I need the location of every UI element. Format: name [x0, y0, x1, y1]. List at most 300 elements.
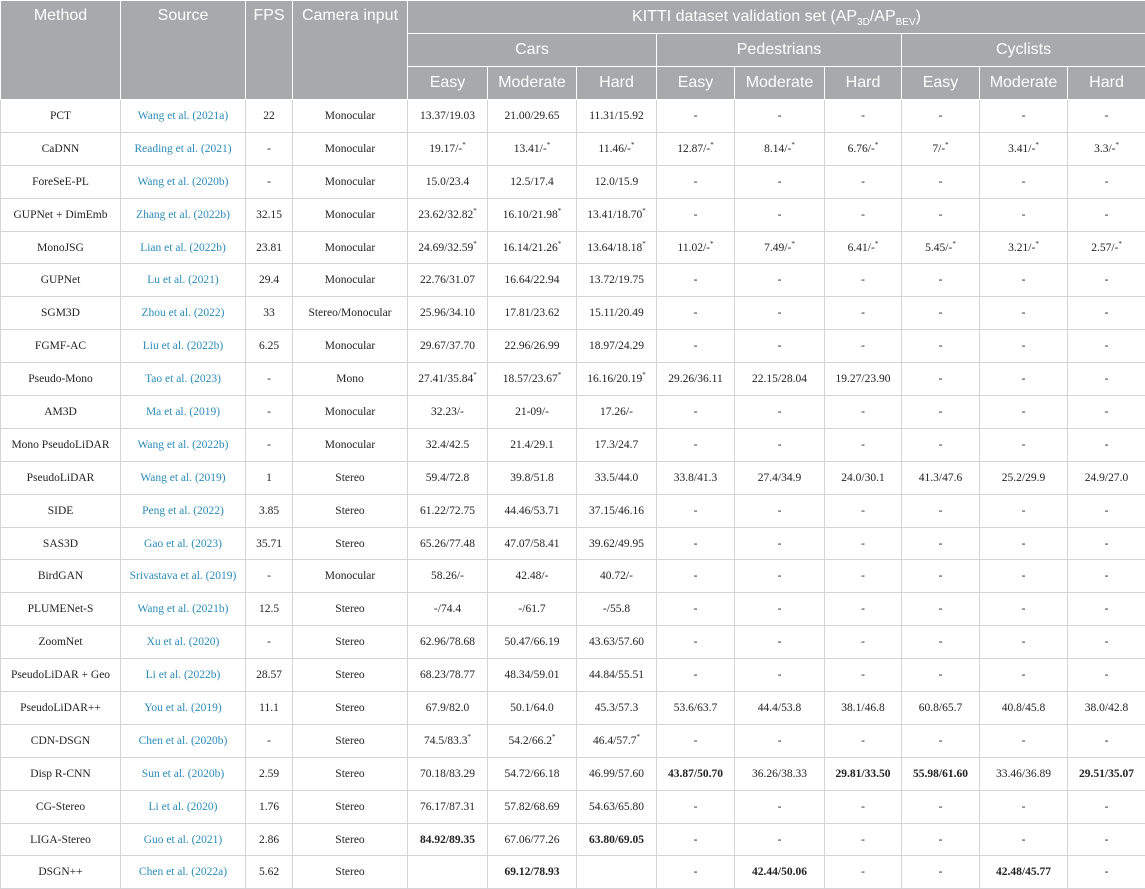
camera-input-cell: Stereo/Monocular — [293, 297, 408, 330]
ap-value-cell — [488, 593, 577, 626]
ap-value-cell — [1068, 823, 1145, 856]
ap-value-cell — [408, 396, 488, 429]
ap-value: - — [861, 176, 865, 188]
fps-cell: 1.76 — [246, 790, 293, 823]
ap-value: 29.67/37.70 — [420, 340, 475, 352]
ap-value: 39.62/49.95 — [589, 538, 644, 550]
ap-value-cell — [735, 560, 825, 593]
ap-value-cell — [408, 330, 488, 363]
fps-cell: - — [246, 165, 293, 198]
ap-value: 7.49/- — [764, 242, 791, 254]
table-row — [1, 560, 1145, 593]
ap-value: 18.97/24.29 — [589, 340, 644, 352]
ap-value-cell — [980, 100, 1068, 133]
ap-value-cell — [577, 330, 657, 363]
ap-value-cell — [980, 494, 1068, 527]
footnote-marker: * — [1035, 141, 1039, 149]
source-link[interactable]: Xu et al. (2020) — [121, 626, 246, 659]
ap-value: 55.98/61.60 — [913, 768, 968, 780]
source-link[interactable]: Wang et al. (2021a) — [121, 100, 246, 133]
ap-value: -/55.8 — [603, 603, 630, 615]
ap-value-cell — [577, 527, 657, 560]
ap-value: - — [939, 669, 943, 681]
ap-value-cell — [980, 757, 1068, 790]
ap-value-cell — [488, 757, 577, 790]
ap-value: 13.37/19.03 — [420, 110, 475, 122]
ap-value-cell — [1068, 724, 1145, 757]
ap-value: 47.07/58.41 — [505, 538, 560, 550]
ap-value-cell — [902, 330, 980, 363]
fps-cell: - — [246, 724, 293, 757]
ap-value-cell — [657, 198, 735, 231]
source-link[interactable]: Lian et al. (2022b) — [121, 231, 246, 264]
ap-value-cell — [488, 297, 577, 330]
header-difficulty: Hard — [825, 67, 902, 100]
footnote-marker: * — [642, 371, 646, 379]
ap-value-cell — [577, 757, 657, 790]
method-cell: PseudoLiDAR++ — [1, 692, 121, 725]
ap-value: - — [778, 307, 782, 319]
ap-value: - — [1022, 735, 1026, 747]
ap-value: - — [778, 603, 782, 615]
ap-value: - — [694, 801, 698, 813]
ap-value: - — [939, 735, 943, 747]
ap-value-cell — [577, 659, 657, 692]
method-cell: MonoJSG — [1, 231, 121, 264]
ap-value-cell — [488, 560, 577, 593]
ap-value-cell — [902, 264, 980, 297]
ap-value-cell — [825, 132, 902, 165]
ap-value-cell — [488, 461, 577, 494]
ap-value: 17.26/- — [600, 406, 633, 418]
ap-value: - — [939, 176, 943, 188]
ap-value-cell — [577, 297, 657, 330]
source-link[interactable]: Tao et al. (2023) — [121, 363, 246, 396]
table-row — [1, 231, 1145, 264]
table-row — [1, 823, 1145, 856]
ap-value: - — [861, 636, 865, 648]
camera-input-cell: Monocular — [293, 231, 408, 264]
footnote-marker: * — [473, 207, 477, 215]
ap-value: - — [778, 209, 782, 221]
ap-value-cell — [577, 692, 657, 725]
ap-value-cell — [902, 198, 980, 231]
header-group-cyclists: Cyclists — [902, 34, 1145, 67]
ap-value: - — [939, 110, 943, 122]
ap-value-cell — [980, 856, 1068, 889]
ap-value: 84.92/89.35 — [420, 834, 475, 846]
source-link[interactable]: Reading et al. (2021) — [121, 132, 246, 165]
ap-value-cell — [825, 527, 902, 560]
ap-value-cell — [488, 428, 577, 461]
table-row — [1, 297, 1145, 330]
ap-value-cell — [980, 330, 1068, 363]
ap-value-cell — [577, 231, 657, 264]
ap-value-cell — [980, 560, 1068, 593]
table-row — [1, 330, 1145, 363]
ap-value-cell — [488, 790, 577, 823]
ap-value-cell — [980, 396, 1068, 429]
ap-value-cell — [577, 461, 657, 494]
ap-value-cell — [902, 856, 980, 889]
ap-value-cell — [1068, 856, 1145, 889]
ap-value: - — [694, 669, 698, 681]
ap-value-cell — [1068, 132, 1145, 165]
ap-value-cell — [577, 823, 657, 856]
source-link[interactable]: Srivastava et al. (2019) — [121, 560, 246, 593]
method-cell: DSGN++ — [1, 856, 121, 889]
ap-value: - — [939, 307, 943, 319]
ap-value-cell — [488, 659, 577, 692]
ap-value: 40.72/- — [600, 570, 633, 582]
source-link[interactable]: Gao et al. (2023) — [121, 527, 246, 560]
table-row — [1, 757, 1145, 790]
ap-value: - — [861, 110, 865, 122]
ap-value-cell — [735, 757, 825, 790]
footnote-marker: * — [473, 371, 477, 379]
ap-value-cell — [825, 790, 902, 823]
table-row — [1, 593, 1145, 626]
ap-value-cell — [577, 165, 657, 198]
ap-value-cell — [408, 626, 488, 659]
ap-value-cell — [488, 692, 577, 725]
ap-value: 16.14/21.26 — [503, 242, 558, 254]
ap-value-cell — [657, 330, 735, 363]
ap-value-cell — [488, 396, 577, 429]
ap-value-cell — [657, 724, 735, 757]
source-link[interactable]: You et al. (2019) — [121, 692, 246, 725]
fps-cell: 35.71 — [246, 527, 293, 560]
method-cell: PseudoLiDAR — [1, 461, 121, 494]
camera-input-cell: Stereo — [293, 692, 408, 725]
footnote-marker: * — [791, 240, 795, 248]
ap-value-cell — [657, 626, 735, 659]
source-link[interactable]: Wang et al. (2022b) — [121, 428, 246, 461]
ap-value: 22.96/26.99 — [505, 340, 560, 352]
ap-value: - — [1022, 834, 1026, 846]
method-cell: FGMF-AC — [1, 330, 121, 363]
ap-value: - — [939, 834, 943, 846]
ap-value: 23.62/32.82 — [418, 209, 473, 221]
method-cell: AM3D — [1, 396, 121, 429]
ap-value: 33.8/41.3 — [674, 472, 717, 484]
footnote-marker: * — [875, 141, 879, 149]
ap-value: - — [939, 801, 943, 813]
ap-value-cell — [408, 132, 488, 165]
table-row — [1, 132, 1145, 165]
ap-value: 15.0/23.4 — [426, 176, 469, 188]
ap-value-cell — [980, 626, 1068, 659]
method-cell: BirdGAN — [1, 560, 121, 593]
header-method: Method — [1, 1, 121, 100]
ap-value-cell — [902, 527, 980, 560]
ap-value: - — [1105, 801, 1109, 813]
ap-value: - — [1105, 570, 1109, 582]
ap-value-cell — [825, 198, 902, 231]
header-source: Source — [121, 1, 246, 100]
ap-value-cell — [1068, 494, 1145, 527]
camera-input-cell: Stereo — [293, 724, 408, 757]
ap-value: - — [861, 439, 865, 451]
source-link[interactable]: Peng et al. (2022) — [121, 494, 246, 527]
ap-value-cell — [980, 132, 1068, 165]
ap-value: 12.87/- — [677, 143, 710, 155]
ap-value: 60.8/65.7 — [919, 702, 962, 714]
camera-input-cell: Monocular — [293, 100, 408, 133]
ap-value-cell — [825, 100, 902, 133]
ap-value-cell — [408, 856, 488, 889]
ap-value-cell — [902, 396, 980, 429]
ap-value-cell — [902, 297, 980, 330]
header-difficulty: Moderate — [735, 67, 825, 100]
ap-value: 40.8/45.8 — [1002, 702, 1045, 714]
ap-value-cell — [902, 165, 980, 198]
ap-value: 44.4/53.8 — [758, 702, 801, 714]
source-link[interactable]: Chen et al. (2022a) — [121, 856, 246, 889]
ap-value-cell — [577, 856, 657, 889]
ap-value: - — [1105, 439, 1109, 451]
footnote-marker: * — [636, 733, 640, 741]
ap-value: 21.4/29.1 — [510, 439, 553, 451]
header-camera-input: Camera input — [293, 1, 408, 100]
kitti-prefix: KITTI dataset validation set (AP — [632, 8, 857, 25]
ap-value: 32.4/42.5 — [426, 439, 469, 451]
ap-value: - — [1022, 307, 1026, 319]
ap-value: - — [1022, 603, 1026, 615]
ap-value-cell — [408, 527, 488, 560]
ap-value-cell — [408, 560, 488, 593]
ap-value: 32.23/- — [431, 406, 464, 418]
source-link[interactable]: Lu et al. (2021) — [121, 264, 246, 297]
ap-value: - — [694, 439, 698, 451]
header-difficulty: Easy — [408, 67, 488, 100]
ap-value: 67.9/82.0 — [426, 702, 469, 714]
ap-value-cell — [1068, 297, 1145, 330]
ap-value-cell — [657, 560, 735, 593]
ap-value-cell — [735, 132, 825, 165]
ap-value-cell — [980, 264, 1068, 297]
source-link[interactable]: Chen et al. (2020b) — [121, 724, 246, 757]
table-row — [1, 165, 1145, 198]
ap-value: - — [1105, 735, 1109, 747]
ap-value-cell — [408, 165, 488, 198]
kitti-mid: /AP — [870, 8, 896, 25]
table-row — [1, 790, 1145, 823]
ap-value: 58.26/- — [431, 570, 464, 582]
ap-value-cell — [408, 494, 488, 527]
ap-value: 13.41/- — [514, 143, 547, 155]
ap-value: 29.26/36.11 — [668, 373, 723, 385]
ap-value-cell — [902, 724, 980, 757]
ap-value-cell — [657, 659, 735, 692]
ap-value-cell — [577, 428, 657, 461]
footnote-marker: * — [558, 207, 562, 215]
table-row — [1, 396, 1145, 429]
ap-value: - — [778, 570, 782, 582]
table-row — [1, 264, 1145, 297]
ap-value: - — [1022, 274, 1026, 286]
header-group-pedestrians: Pedestrians — [657, 34, 902, 67]
ap-value-cell — [1068, 198, 1145, 231]
ap-value-cell — [902, 823, 980, 856]
ap-value-cell — [980, 724, 1068, 757]
ap-value: 36.26/38.33 — [752, 768, 807, 780]
ap-value-cell — [577, 132, 657, 165]
source-link[interactable]: Sun et al. (2020b) — [121, 757, 246, 790]
table-row — [1, 692, 1145, 725]
source-link[interactable]: Wang et al. (2019) — [121, 461, 246, 494]
fps-cell: - — [246, 560, 293, 593]
ap-value: 68.23/78.77 — [420, 669, 475, 681]
ap-value-cell — [735, 198, 825, 231]
method-cell: CaDNN — [1, 132, 121, 165]
ap-value: - — [1022, 176, 1026, 188]
ap-value: - — [694, 603, 698, 615]
ap-value: - — [694, 505, 698, 517]
source-link[interactable]: Li et al. (2020) — [121, 790, 246, 823]
ap-value: - — [694, 274, 698, 286]
ap-value-cell — [408, 593, 488, 626]
ap-value-cell — [1068, 363, 1145, 396]
ap-value: - — [1022, 406, 1026, 418]
ap-value: 6.41/- — [848, 242, 875, 254]
ap-value-cell — [735, 724, 825, 757]
ap-value: - — [778, 669, 782, 681]
fps-cell: 11.1 — [246, 692, 293, 725]
camera-input-cell: Stereo — [293, 856, 408, 889]
ap-value: 57.82/68.69 — [505, 801, 560, 813]
fps-cell: - — [246, 428, 293, 461]
ap-value-cell — [657, 396, 735, 429]
source-link[interactable]: Zhou et al. (2022) — [121, 297, 246, 330]
ap-value-cell — [1068, 165, 1145, 198]
ap-value-cell — [657, 790, 735, 823]
ap-value-cell — [902, 790, 980, 823]
source-link[interactable]: Guo et al. (2021) — [121, 823, 246, 856]
ap-value-cell — [657, 428, 735, 461]
ap-value-cell — [825, 231, 902, 264]
ap-value: 24.0/30.1 — [841, 472, 884, 484]
ap-value-cell — [825, 297, 902, 330]
ap-value-cell — [825, 856, 902, 889]
ap-value-cell — [902, 626, 980, 659]
footnote-marker: * — [552, 733, 556, 741]
fps-cell: 33 — [246, 297, 293, 330]
ap-value: 65.26/77.48 — [420, 538, 475, 550]
ap-value-cell — [735, 659, 825, 692]
header-difficulty: Moderate — [980, 67, 1068, 100]
ap-value: - — [1022, 373, 1026, 385]
method-cell: LIGA-Stereo — [1, 823, 121, 856]
ap-value-cell — [657, 461, 735, 494]
ap-value: - — [778, 801, 782, 813]
ap-value: 21-09/- — [515, 406, 549, 418]
ap-value: - — [1022, 209, 1026, 221]
method-cell: Pseudo-Mono — [1, 363, 121, 396]
ap-value: - — [778, 834, 782, 846]
ap-value-cell — [735, 823, 825, 856]
ap-value: - — [1105, 603, 1109, 615]
source-link[interactable]: Li et al. (2022b) — [121, 659, 246, 692]
ap-value: - — [1105, 406, 1109, 418]
ap-value: - — [694, 176, 698, 188]
ap-value: 69.12/78.93 — [505, 866, 560, 878]
ap-value-cell — [657, 823, 735, 856]
method-cell: Disp R-CNN — [1, 757, 121, 790]
ap-value: 59.4/72.8 — [426, 472, 469, 484]
table-row — [1, 724, 1145, 757]
method-cell: SIDE — [1, 494, 121, 527]
ap-value: 13.41/18.70 — [587, 209, 642, 221]
ap-value-cell — [577, 626, 657, 659]
ap-value: - — [939, 439, 943, 451]
kitti-sub-bev: BEV — [896, 17, 916, 28]
source-link[interactable]: Ma et al. (2019) — [121, 396, 246, 429]
ap-value: 11.31/15.92 — [589, 110, 644, 122]
ap-value-cell — [735, 396, 825, 429]
footnote-marker: * — [558, 371, 562, 379]
ap-value: - — [694, 570, 698, 582]
method-cell: SAS3D — [1, 527, 121, 560]
ap-value: 22.76/31.07 — [420, 274, 475, 286]
ap-value-cell — [825, 264, 902, 297]
ap-value: - — [1022, 538, 1026, 550]
ap-value-cell — [980, 428, 1068, 461]
ap-value: -/74.4 — [434, 603, 461, 615]
source-link[interactable]: Wang et al. (2021b) — [121, 593, 246, 626]
ap-value-cell — [902, 757, 980, 790]
camera-input-cell: Monocular — [293, 198, 408, 231]
ap-value: -/61.7 — [518, 603, 545, 615]
source-link[interactable]: Liu et al. (2022b) — [121, 330, 246, 363]
ap-value-cell — [1068, 593, 1145, 626]
table-row — [1, 659, 1145, 692]
fps-cell: 2.59 — [246, 757, 293, 790]
ap-value: - — [694, 209, 698, 221]
ap-value-cell — [1068, 264, 1145, 297]
footnote-marker: * — [1118, 240, 1122, 248]
ap-value-cell — [902, 132, 980, 165]
fps-cell: 32.15 — [246, 198, 293, 231]
footnote-marker: * — [875, 240, 879, 248]
camera-input-cell: Stereo — [293, 626, 408, 659]
source-link[interactable]: Wang et al. (2020b) — [121, 165, 246, 198]
ap-value-cell — [825, 724, 902, 757]
ap-value: 12.5/17.4 — [510, 176, 553, 188]
fps-cell: 6.25 — [246, 330, 293, 363]
fps-cell: 28.57 — [246, 659, 293, 692]
fps-cell: - — [246, 396, 293, 429]
footnote-marker: * — [558, 240, 562, 248]
camera-input-cell: Mono — [293, 363, 408, 396]
ap-value-cell — [408, 692, 488, 725]
table-body — [1, 100, 1145, 889]
ap-value: 15.11/20.49 — [589, 307, 644, 319]
fps-cell: - — [246, 626, 293, 659]
ap-value-cell — [980, 527, 1068, 560]
source-link[interactable]: Zhang et al. (2022b) — [121, 198, 246, 231]
ap-value: 3.41/- — [1008, 143, 1035, 155]
ap-value: - — [778, 176, 782, 188]
ap-value-cell — [735, 593, 825, 626]
ap-value: 25.2/29.9 — [1002, 472, 1045, 484]
ap-value: - — [694, 866, 698, 878]
ap-value: 24.69/32.59 — [418, 242, 473, 254]
ap-value: - — [939, 570, 943, 582]
ap-value: 44.46/53.71 — [505, 505, 560, 517]
method-cell: PCT — [1, 100, 121, 133]
ap-value: - — [1105, 669, 1109, 681]
